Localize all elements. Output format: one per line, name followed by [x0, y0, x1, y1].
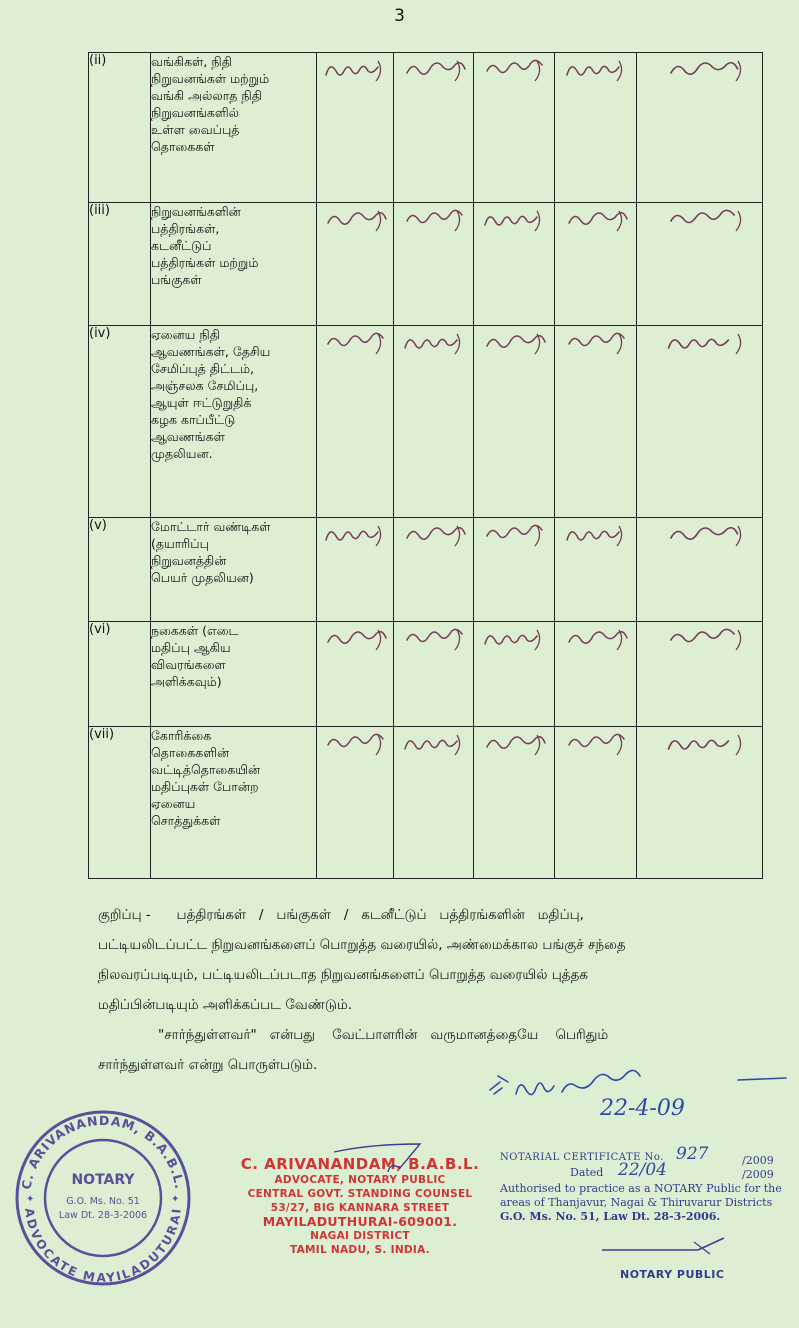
row-number: (iii)	[89, 203, 151, 326]
signature-cell	[317, 518, 394, 622]
signature-cell	[394, 53, 474, 203]
signature-cell	[555, 622, 637, 727]
signature-cell	[317, 203, 394, 326]
advocate-line: NAGAI DISTRICT	[310, 1230, 410, 1242]
description-line: பங்குகள்	[151, 272, 202, 287]
description-line: கடனீட்டுப்	[151, 238, 212, 253]
notary-signature	[600, 1228, 730, 1268]
description-line: ஆவணங்கள்	[151, 429, 225, 444]
signature-mark	[563, 326, 629, 360]
note-line: பட்டியலிடப்பட்ட நிறுவனங்களைப் பொறுத்த வரையில், அண்மைக்கால பங்குச் சந்தை	[98, 937, 626, 953]
authorised-line: Authorised to practice as a NOTARY Public for the	[500, 1182, 782, 1195]
table-row	[89, 727, 763, 879]
table-row	[89, 326, 763, 518]
signature-mark	[322, 622, 388, 656]
signature-mark	[401, 53, 467, 87]
round-notary-seal	[8, 1100, 198, 1290]
assets-table	[88, 52, 763, 879]
page-number: 3	[394, 6, 405, 26]
advocate-line: ADVOCATE, NOTARY PUBLIC	[274, 1174, 446, 1186]
description-line: பத்திரங்கள்,	[151, 221, 220, 236]
description-line: சொத்துக்கள்	[151, 813, 221, 828]
description-line: அளிக்கவும்)	[151, 674, 222, 689]
dated-label: Dated	[570, 1166, 604, 1179]
signature-mark	[322, 727, 388, 761]
signature-cell	[555, 53, 637, 203]
description-line: ஆயுள் ஈட்டுறுதிக்	[151, 395, 252, 410]
description-line: நிறுவனங்களின்	[151, 204, 241, 219]
signature-mark	[401, 203, 467, 237]
cert-year: /2009	[742, 1154, 774, 1167]
signature-mark	[322, 203, 388, 237]
signature-mark	[563, 518, 629, 552]
note-line: மதிப்பின்படியும் அளிக்கப்பட வேண்டும்.	[98, 997, 353, 1013]
description-line: மதிப்பு ஆகிய	[151, 640, 231, 655]
signature-cell	[394, 622, 474, 727]
note-line: குறிப்பு - பத்திரங்கள் / பங்குகள் / கடனீட்டுப் பத்திரங்களின் மதிப்பு,	[98, 907, 584, 923]
description-line: வங்கிகள், நிதி	[151, 54, 232, 69]
row-description	[151, 326, 317, 518]
signature-cell	[555, 727, 637, 879]
signature-cell	[555, 326, 637, 518]
signature-cell	[474, 326, 555, 518]
description-line: ஏனைய	[151, 796, 196, 811]
seal-top-text: C. ARIVANANDAM, B.A.B.L.	[18, 1112, 188, 1191]
signature-cell	[394, 518, 474, 622]
signature-cell	[637, 518, 763, 622]
signature-mark	[652, 622, 748, 656]
signature-mark	[652, 326, 748, 360]
row-description	[151, 727, 317, 879]
signature-mark	[481, 53, 547, 87]
signature-mark	[563, 53, 629, 87]
signature-cell	[317, 53, 394, 203]
dated-value: 22/04	[618, 1160, 667, 1180]
note-line: "சார்ந்துள்ளவர்" என்பது வேட்பாளரின் வருமானத்தையே பெரிதும்	[158, 1027, 609, 1043]
signature-mark	[652, 727, 748, 761]
signature-cell	[474, 53, 555, 203]
advocate-signature	[330, 1138, 440, 1178]
description-line: கழக காப்பீட்டு	[151, 412, 236, 427]
star-icon: ✦	[26, 1194, 35, 1205]
description-line: விவரங்களை	[151, 657, 226, 672]
description-line: நகைகள் (எடை	[151, 623, 239, 638]
handwritten-date: 22-4-09	[600, 1096, 685, 1121]
description-line: ஏனைய நிதி	[151, 327, 220, 342]
seal-law-text: Law Dt. 28-3-2006	[58, 1210, 148, 1221]
signature-cell	[394, 727, 474, 879]
signature-cell	[394, 326, 474, 518]
signature-mark	[322, 326, 388, 360]
signature-cell	[637, 53, 763, 203]
row-number: (v)	[89, 518, 151, 622]
signature-mark	[481, 518, 547, 552]
table-row	[89, 203, 763, 326]
signature-mark	[401, 518, 467, 552]
signature-mark	[481, 727, 547, 761]
signature-cell	[474, 203, 555, 326]
note-paragraph	[98, 900, 715, 1080]
row-description	[151, 622, 317, 727]
signature-mark	[481, 326, 547, 360]
description-line: பெயர் முதலியன)	[151, 570, 254, 585]
signature-cell	[474, 727, 555, 879]
signature-mark	[401, 326, 467, 360]
seal-center-text: NOTARY	[71, 1172, 135, 1188]
seal-reg-text: G.O. Ms. No. 51	[66, 1196, 140, 1207]
signature-mark	[563, 727, 629, 761]
signature-cell	[637, 727, 763, 879]
signature-cell	[637, 326, 763, 518]
signature-cell	[637, 622, 763, 727]
note-line: நிலவரப்படியும், பட்டியலிடப்படாத நிறுவனங்களைப் பொறுத்த வரையில் புத்தக	[98, 967, 589, 983]
signature-cell	[474, 622, 555, 727]
description-line: உள்ள வைப்புத்	[151, 122, 240, 137]
signature-cell	[474, 518, 555, 622]
seal-bottom-text: ADVOCATE MAYILADUTURAI	[22, 1207, 184, 1285]
description-line: தொகைகள்	[151, 139, 215, 154]
table-row	[89, 622, 763, 727]
advocate-line: MAYILADUTHURAI-609001.	[262, 1214, 458, 1229]
description-line: தொகைகளின்	[151, 745, 230, 760]
row-number: (iv)	[89, 326, 151, 518]
advocate-line: 53/27, BIG KANNARA STREET	[270, 1202, 450, 1214]
signature-mark	[563, 622, 629, 656]
advocate-line: CENTRAL GOVT. STANDING COUNSEL	[247, 1188, 473, 1200]
signature-cell	[317, 727, 394, 879]
signature-mark	[481, 203, 547, 237]
signature-cell	[394, 203, 474, 326]
table-row	[89, 53, 763, 203]
description-line: ஆவணங்கள், தேசிய	[151, 344, 271, 359]
signature-cell	[637, 203, 763, 326]
table-row	[89, 518, 763, 622]
row-description	[151, 53, 317, 203]
row-description	[151, 518, 317, 622]
signature-mark	[481, 622, 547, 656]
description-line: வங்கி அல்லாத நிதி	[151, 88, 263, 103]
description-line: வட்டித்தொகையின்	[151, 762, 261, 777]
description-line: மதிப்புகள் போன்ற	[151, 779, 259, 794]
row-number: (vi)	[89, 622, 151, 727]
description-line: கோரிக்கை	[151, 728, 212, 743]
cert-label: NOTARIAL CERTIFICATE No.	[500, 1152, 664, 1163]
signature-cell	[317, 326, 394, 518]
description-line: மோட்டார் வண்டிகள்	[151, 519, 271, 534]
description-line: நிறுவனத்தின்	[151, 553, 227, 568]
signature-mark	[652, 518, 748, 552]
signature-cell	[555, 518, 637, 622]
description-line: முதலியன.	[151, 446, 213, 461]
description-line: (தயாரிப்பு	[151, 536, 209, 551]
signature-mark	[652, 203, 748, 237]
signature-mark	[322, 53, 388, 87]
signature-mark	[563, 203, 629, 237]
description-line: சேமிப்புத் திட்டம்,	[151, 361, 254, 376]
cert-number: 927	[676, 1144, 709, 1164]
signature-cell	[317, 622, 394, 727]
advocate-name: C. ARIVANANDAM, B.A.B.L.	[240, 1155, 480, 1173]
notary-public-label: NOTARY PUBLIC	[620, 1268, 725, 1281]
description-line: நிறுவனங்களில்	[151, 105, 240, 120]
dated-year: /2009	[742, 1168, 774, 1181]
note-line: சார்ந்துள்ளவர் என்று பொருள்படும்.	[98, 1057, 318, 1073]
row-description	[151, 203, 317, 326]
description-line: பத்திரங்கள் மற்றும்	[151, 255, 259, 270]
go-line: G.O. Ms. No. 51, Law Dt. 28-3-2006.	[500, 1210, 721, 1223]
row-number: (ii)	[89, 53, 151, 203]
advocate-line: TAMIL NADU, S. INDIA.	[289, 1244, 431, 1256]
description-line: அஞ்சலக சேமிப்பு,	[151, 378, 259, 393]
signature-mark	[401, 622, 467, 656]
signature-mark	[322, 518, 388, 552]
signature-cell	[555, 203, 637, 326]
row-number: (vii)	[89, 727, 151, 879]
areas-line: areas of Thanjavur, Nagai & Thiruvarur Districts	[500, 1196, 773, 1209]
description-line: நிறுவனங்கள் மற்றும்	[151, 71, 270, 86]
star-icon: ✦	[171, 1194, 180, 1205]
signature-mark	[652, 53, 748, 87]
signature-mark	[401, 727, 467, 761]
